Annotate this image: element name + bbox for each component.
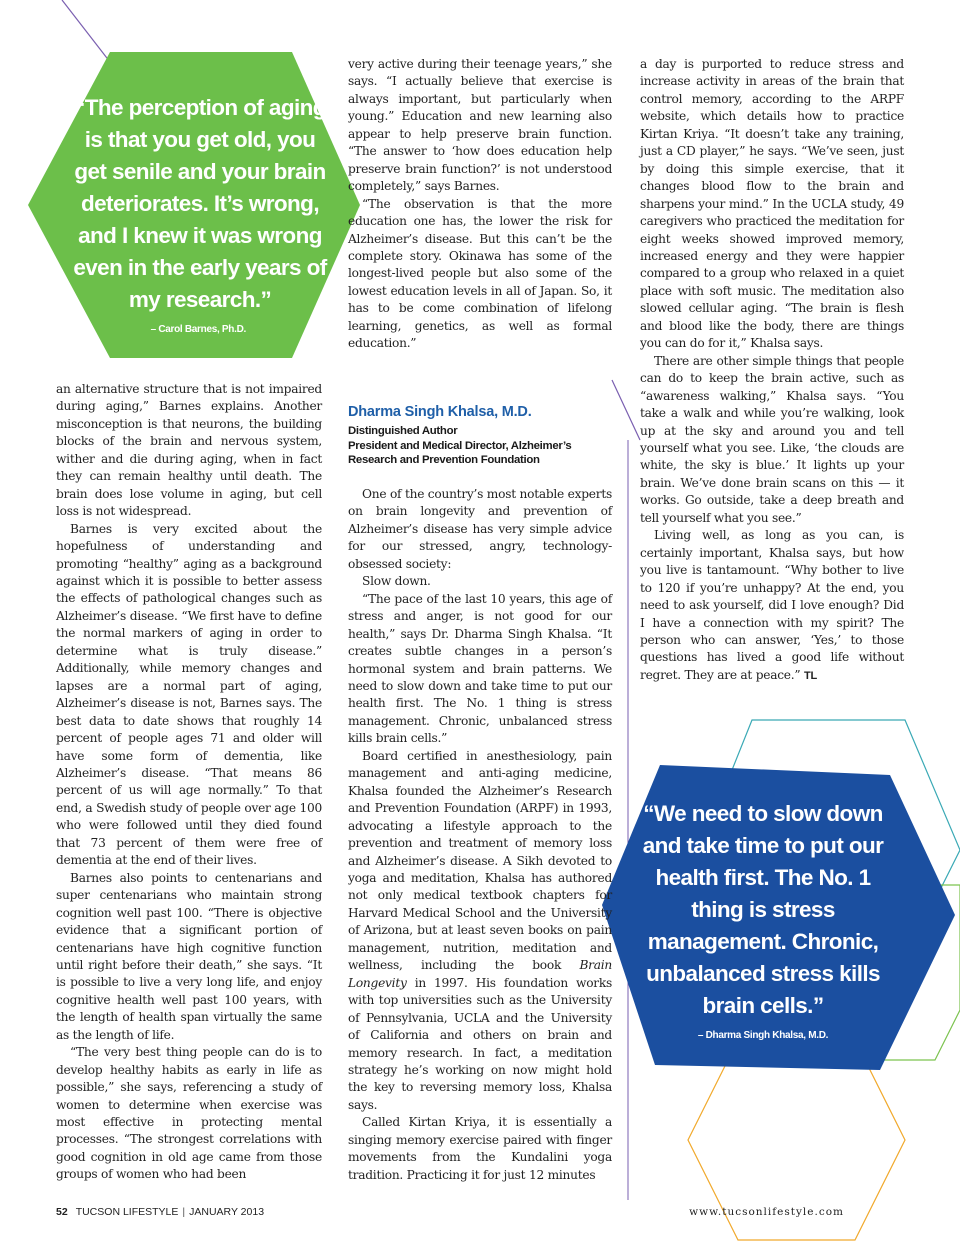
paragraph: “The observation is that the more education one has, the lower the risk for Alzheimer’s disease. But this can’t be the complete story. Okinawa has some of the longest-lived people but also some of the lowest education levels in all of Japan. So, it has to be come combination of lifelong learning, genetics, as well as formal education.”	[348, 196, 612, 351]
paragraph: very active during their teenage years,” she says. “I actually believe that exercise is always important, but particularly when young.” Education and new learning also appear to help preserve brain function. “The answer to ‘how does education help preserve brain function?’ is not understood completely,” says Barnes.	[348, 57, 612, 194]
issue-date: JANUARY 2013	[189, 1206, 265, 1218]
speaker-role: Distinguished Author	[348, 425, 458, 437]
pullquote-dharma-khalsa	[628, 798, 898, 1041]
paragraph: a day is purported to reduce stress and increase activity in areas of the brain that control memory, according to the ARPF website, which details how to practice Kirtan Kriya. “It doesn’t take any training, just a CD player,” he says. “We’ve seen, just by doing this simple exercise, that it changes blood flow to the brain and sharpens your mind.” In the UCLA study, 49 caregivers who practiced the meditation for eight weeks showed improved memory, increased energy and they were happier compared to a group who relaxed in a quiet place with soft music. The meditation also slowed cellular aging. “The brain is flesh and blood like the body, there are things you can do for it,” Khalsa says.	[640, 57, 904, 351]
pullquote-text: “We need to slow down and take time to put our health first. The No. 1 thing is stress management. Chronic, unbalanced stress kills brain cells.”	[642, 801, 884, 1018]
paragraph: Barnes is very excited about the hopefulness of understanding and promoting “healthy” aging as a background against which it is possible to better assess the effects of pathological changes such as Alzheimer’s disease. “We first have to define the normal markers of aging in order to determine what is truly disease.” Additionally, while memory changes and lapses are a normal part of aging, Alzheimer’s disease is not, Barnes says. The best data to date shows that roughly 14 percent of people ages 71 and older will have some form of dementia, like Alzheimer’s disease. “That means 86 percent of us will age normally.” To that end, a Swedish study of people over age 100 who were followed until they died found that 73 percent of them were free of dementia at the end of their lives.	[56, 521, 322, 868]
paragraph: “The pace of the last 10 years, this age of stress and anger, is not good for our health,” says Dr. Dharma Singh Khalsa. “It creates subtle changes in a person’s hormonal system and brain patterns. We need to slow down and take time to put our health first. The No. 1 thing is stress management. Chronic, unbalanced stress kills brain cells.”	[348, 591, 612, 746]
paragraph: Called Kirtan Kriya, it is essentially a singing memory exercise paired with finger movements from the Kundalini yoga tradition. Practicing it for just 12 minutes	[348, 1115, 612, 1182]
speaker-role: President and Medical Director, Alzheimer’s Research and Prevention Foundation	[348, 439, 572, 467]
speaker-heading	[348, 404, 618, 468]
paragraph: Slow down.	[362, 574, 431, 589]
text-run: Board certified in anesthesiology, pain management and anti-aging medicine, Khalsa founded the Alzheimer’s Research and Prevention Foundation (ARPF) in 1993, advocating a lifestyle approach to the prevention and treatment of memory loss and Alzheimer’s disease. A Sikh devoted to yoga and meditation, Khalsa has authored not only medical textbook chapters for Harvard Medical School and the University of Arizona, but at least seven books on pain management, nutrition, meditation and wellness, including the book	[348, 748, 612, 973]
paragraph: an alternative structure that is not impaired during aging,” Barnes explains. Another misconception is that neurons, the building blocks of the brain and nervous system, wither and die during aging, when in fact they can remain healthy until death. The brain does lose volume in aging, but cell loss is not widespread.	[56, 382, 322, 519]
article-column-1	[56, 381, 322, 1184]
pullquote-carol-barnes	[70, 92, 330, 335]
text-run: Living well, as long as you can, is certainly important, Khalsa says, but how you live is tantamount. “Why bother to live to 120 if you’re unhappy? At the end, you need to ask yourself, did I love enough? Did I have a connection with my spirit? The person who can answer, ‘Yes,’ to those questions has lived a good life without regret. They are at peace.”	[640, 528, 904, 682]
website-url: www.tucsonlifestyle.com	[689, 1206, 844, 1218]
end-mark: TL	[804, 669, 817, 682]
pullquote-text: “The perception of aging is that you get old, you get senile and your brain deteriorates. It’s wrong, and I knew it was wrong even in the early years of my research.”	[73, 95, 327, 312]
paragraph: One of the country’s most notable experts on brain longevity and prevention of Alzheimer’s disease has very simple advice for our stressed, angry, technology-obsessed society:	[348, 487, 612, 571]
page-footer	[56, 1206, 264, 1218]
article-column-2-bottom	[348, 486, 612, 1184]
publication-name: TUCSON LIFESTYLE	[75, 1206, 179, 1218]
paragraph	[640, 527, 904, 685]
pullquote-attribution: – Dharma Singh Khalsa, M.D.	[697, 1030, 829, 1041]
paragraph	[348, 748, 612, 1115]
paragraph: Barnes also points to centenarians and super centenarians who maintain strong cognition well past 100. “There is objective evidence that a significant portion of centenarians have high cognitive function until right before their death,” she says. “It is possible to live a very long life, and enjoy cognitive health well past 100 years, with the length of health span virtually the same as the length of life.	[56, 870, 322, 1042]
text-run: in 1997. His foundation works with top universities such as the University of Pennsylvania, UCLA and the University of California and others on brain and memory research. In fact, a meditation strategy he’s working on now might hold the key to reversing memory loss, Khalsa says.	[348, 975, 612, 1112]
speaker-name: Dharma Singh Khalsa, M.D.	[348, 404, 532, 420]
article-column-2-top	[348, 56, 612, 353]
purple-line-top	[62, 0, 110, 62]
paragraph: There are other simple things that people can do to keep the brain active, such as “awareness walking,” Khalsa says. “You take a walk and while you’re walking, look up at the sky and around you and tell yourself what you see. Like, ‘the clouds are white, the sky is blue.’ It lights up your brain. We’ve done brain scans on this — it works. Go outside, take a deep breath and tell yourself what you see.”	[640, 353, 904, 525]
pullquote-attribution: – Carol Barnes, Ph.D.	[150, 324, 246, 335]
paragraph: “The very best thing people can do is to develop healthy habits as early in life as possible,” she says, referencing a study of women to determine when exercise was most effective in protecting mental processes. “The strongest correlations with good cognition in old age came from those groups of women who had been	[56, 1045, 322, 1182]
article-column-3	[640, 56, 904, 685]
page-number: 52	[56, 1206, 68, 1218]
book-title: Brain Longevity	[348, 958, 612, 990]
footer-separator: |	[182, 1206, 186, 1218]
